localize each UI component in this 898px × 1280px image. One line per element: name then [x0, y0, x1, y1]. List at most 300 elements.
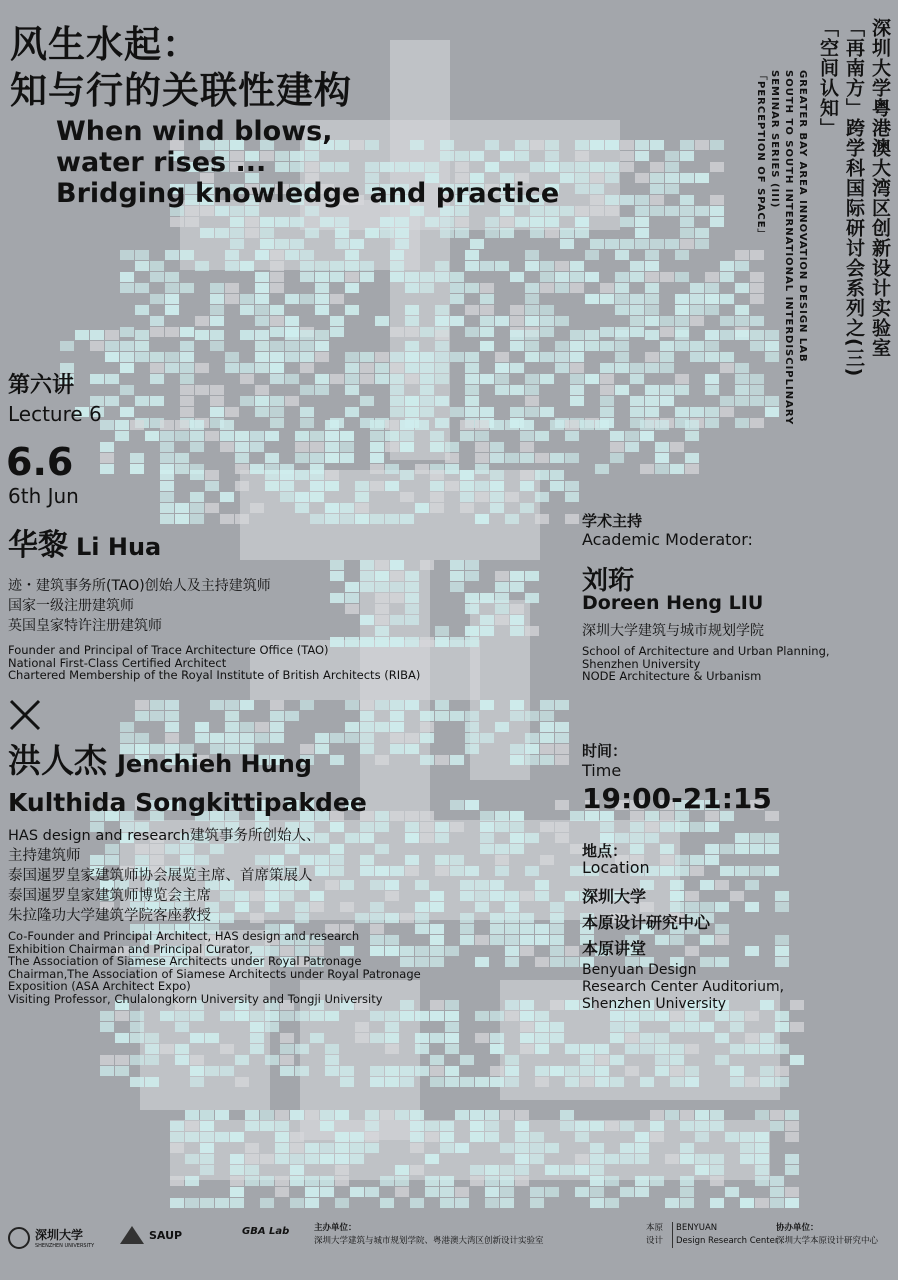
pixel-cell [510, 744, 524, 754]
speaker2-role-en: Visiting Professor, Chulalongkorn University and Tongji University [8, 991, 383, 1006]
pixel-cell [485, 1187, 499, 1197]
pixel-cell [690, 283, 704, 293]
pixel-cell [485, 228, 499, 238]
pixel-cell [330, 374, 344, 384]
pixel-cell [365, 1132, 379, 1142]
pixel-cell [325, 880, 339, 890]
pixel-cell [660, 316, 674, 326]
pixel-cell [170, 1121, 184, 1131]
pixel-cell [385, 880, 399, 890]
pixel-cell [525, 866, 539, 876]
pixel-cell [425, 1154, 439, 1164]
pixel-cell [345, 582, 359, 592]
pixel-cell [505, 891, 519, 901]
pixel-cell [405, 733, 419, 743]
pixel-cell [465, 560, 479, 570]
pixel-cell [360, 396, 374, 406]
pixel-cell [345, 374, 359, 384]
pixel-cell [135, 261, 149, 271]
pixel-cell [605, 1154, 619, 1164]
pixel-cell [280, 1033, 294, 1043]
pixel-cell [345, 283, 359, 293]
pixel-cell [320, 1154, 334, 1164]
pixel-cell [610, 1055, 624, 1065]
pixel-cell [480, 327, 494, 337]
pixel-cell [250, 1033, 264, 1043]
pixel-cell [615, 385, 629, 395]
pixel-cell [755, 1165, 769, 1175]
pixel-cell [790, 1022, 804, 1032]
pixel-cell [435, 352, 449, 362]
pixel-cell [545, 1165, 559, 1175]
pixel-cell [75, 330, 89, 340]
pixel-cell [460, 891, 474, 901]
pixel-cell [215, 1110, 229, 1120]
pixel-cell [650, 140, 664, 150]
pixel-cell [475, 453, 489, 463]
pixel-cell [785, 1165, 799, 1175]
pixel-cell [540, 755, 554, 765]
pixel-cell [105, 341, 119, 351]
pixel-cell [750, 283, 764, 293]
pixel-cell [460, 913, 474, 923]
pixel-cell [735, 833, 749, 843]
pixel-cell [535, 1077, 549, 1087]
pixel-cell [590, 184, 604, 194]
pixel-cell [395, 1165, 409, 1175]
pixel-cell [420, 407, 434, 417]
pixel-cell [540, 722, 554, 732]
pixel-cell [575, 151, 589, 161]
pixel-cell [150, 316, 164, 326]
pixel-cell [715, 1033, 729, 1043]
pixel-cell [515, 217, 529, 227]
pixel-cell [270, 261, 284, 271]
pixel-cell [280, 1066, 294, 1076]
pixel-cell [555, 341, 569, 351]
pixel-cell [270, 711, 284, 721]
pixel-cell [170, 1132, 184, 1142]
pixel-cell [470, 1132, 484, 1142]
pixel-cell [255, 722, 269, 732]
pixel-cell [720, 866, 734, 876]
title-en-line1: When wind blows, [56, 116, 333, 147]
pixel-cell [370, 1077, 384, 1087]
pixel-cell [645, 330, 659, 340]
pixel-cell [475, 902, 489, 912]
pixel-cell [420, 755, 434, 765]
pixel-cell [715, 880, 729, 890]
pixel-cell [675, 305, 689, 315]
pixel-cell [245, 1165, 259, 1175]
pixel-cell [590, 206, 604, 216]
pixel-cell [540, 261, 554, 271]
pixel-cell [360, 571, 374, 581]
pixel-cell [595, 1077, 609, 1087]
speaker2-role-en: Exhibition Chairman and Principal Curator, [8, 941, 253, 956]
location-label-cn: 地点： [582, 842, 628, 860]
pixel-cell [750, 396, 764, 406]
pixel-cell [665, 239, 679, 249]
pixel-cell [445, 1077, 459, 1087]
pixel-cell [390, 722, 404, 732]
pixel-cell [135, 711, 149, 721]
pixel-cell [130, 420, 144, 430]
pixel-cell [415, 1011, 429, 1021]
pixel-cell [570, 352, 584, 362]
pixel-cell [350, 239, 364, 249]
pixel-cell [630, 363, 644, 373]
pixel-cell [660, 272, 674, 282]
pixel-cell [765, 833, 779, 843]
pixel-cell [525, 407, 539, 417]
pixel-cell [295, 492, 309, 502]
pixel-cell [105, 396, 119, 406]
pixel-cell [630, 294, 644, 304]
pixel-cell [295, 503, 309, 513]
pixel-cell [655, 442, 669, 452]
pixel-cell [740, 1198, 754, 1208]
pixel-cell [455, 1110, 469, 1120]
pixel-cell [170, 1198, 184, 1208]
pixel-cell [255, 272, 269, 282]
pixel-cell [705, 407, 719, 417]
pixel-cell [345, 272, 359, 282]
pixel-cell [595, 1044, 609, 1054]
pixel-cell [400, 492, 414, 502]
pixel-cell [615, 363, 629, 373]
pixel-cell [400, 431, 414, 441]
pixel-cell [565, 1044, 579, 1054]
pixel-cell [290, 1198, 304, 1208]
pixel-cell [485, 1110, 499, 1120]
moderator-name-cn: 刘珩 [582, 566, 635, 596]
pixel-cell [520, 503, 534, 513]
pixel-cell [550, 924, 564, 934]
pixel-cell [650, 1121, 664, 1131]
pixel-cell [210, 305, 224, 315]
pixel-cell [450, 855, 464, 865]
divider [672, 1222, 673, 1248]
pixel-cell [270, 396, 284, 406]
pixel-cell [405, 582, 419, 592]
pixel-cell [325, 420, 339, 430]
pixel-cell [735, 283, 749, 293]
pixel-cell [550, 913, 564, 923]
pixel-cell [130, 464, 144, 474]
pixel-cell [210, 700, 224, 710]
pixel-cell [590, 1165, 604, 1175]
pixel-cell [460, 924, 474, 934]
pixel-cell [680, 239, 694, 249]
pixel-cell [335, 1165, 349, 1175]
pixel-cell [175, 514, 189, 524]
pixel-cell [560, 162, 574, 172]
pixel-cell [235, 514, 249, 524]
pixel-cell [370, 431, 384, 441]
lecture-date: 6.6 [6, 440, 74, 484]
pixel-cell [540, 352, 554, 362]
pixel-cell [680, 1187, 694, 1197]
pixel-cell [230, 239, 244, 249]
pixel-cell [435, 711, 449, 721]
pixel-cell [370, 902, 384, 912]
pixel-cell [270, 700, 284, 710]
pixel-cell [200, 1154, 214, 1164]
pixel-cell [605, 1121, 619, 1131]
pixel-cell [260, 228, 274, 238]
pixel-cell [440, 1121, 454, 1131]
pixel-cell [300, 700, 314, 710]
pixel-cell [240, 374, 254, 384]
pixel-cell [570, 363, 584, 373]
pixel-cell [330, 844, 344, 854]
speaker1-roles-cn [8, 576, 271, 636]
pixel-cell [450, 560, 464, 570]
pixel-cell [430, 1011, 444, 1021]
pixel-cell [585, 330, 599, 340]
pixel-cell [420, 374, 434, 384]
pixel-cell [635, 151, 649, 161]
pixel-cell [500, 1187, 514, 1197]
pixel-cell [605, 1198, 619, 1208]
pixel-cell [665, 1154, 679, 1164]
pixel-cell [655, 1055, 669, 1065]
pixel-cell [250, 464, 264, 474]
pixel-cell [195, 722, 209, 732]
pixel-cell [160, 1044, 174, 1054]
pixel-cell [355, 913, 369, 923]
pixel-cell [150, 374, 164, 384]
pixel-cell [530, 217, 544, 227]
pixel-cell [390, 560, 404, 570]
pixel-cell [345, 604, 359, 614]
pixel-cell [435, 272, 449, 282]
pixel-cell [430, 902, 444, 912]
pixel-cell [655, 1033, 669, 1043]
pixel-cell [620, 140, 634, 150]
pixel-cell [745, 946, 759, 956]
pixel-cell [60, 341, 74, 351]
pixel-cell [570, 283, 584, 293]
pixel-cell [360, 261, 374, 271]
pixel-cell [135, 330, 149, 340]
pixel-cell [590, 1143, 604, 1153]
pixel-cell [640, 464, 654, 474]
pixel-cell [485, 1132, 499, 1142]
pixel-cell [675, 822, 689, 832]
pixel-cell [450, 866, 464, 876]
pixel-cell [255, 250, 269, 260]
pixel-cell [285, 250, 299, 260]
pixel-cell [675, 294, 689, 304]
pixel-cell [525, 250, 539, 260]
pixel-cell [300, 294, 314, 304]
pixel-cell [185, 1176, 199, 1186]
pixel-cell [130, 1033, 144, 1043]
pixel-cell [145, 431, 159, 441]
pixel-cell [570, 396, 584, 406]
pixel-cell [360, 700, 374, 710]
pixel-cell [690, 294, 704, 304]
pixel-cell [290, 1176, 304, 1186]
pixel-cell [475, 1077, 489, 1087]
pixel-cell [675, 866, 689, 876]
pixel-cell [695, 1165, 709, 1175]
pixel-cell [200, 1165, 214, 1175]
pixel-cell [525, 755, 539, 765]
pixel-cell [225, 352, 239, 362]
pixel-cell [565, 514, 579, 524]
pixel-cell [340, 1066, 354, 1076]
speaker2-roles-en [8, 930, 421, 1005]
pixel-cell [345, 385, 359, 395]
pixel-cell [315, 352, 329, 362]
pixel-cell [720, 363, 734, 373]
pixel-cell [265, 1022, 279, 1032]
pixel-cell [480, 283, 494, 293]
pixel-cell [550, 902, 564, 912]
speaker2-role-en: The Association of Siamese Architects under Royal Patronage [8, 954, 362, 968]
pixel-cell [730, 891, 744, 901]
pixel-cell [455, 217, 469, 227]
pixel-cell [375, 352, 389, 362]
pixel-cell [160, 431, 174, 441]
title-en [56, 116, 559, 209]
pixel-cell [220, 514, 234, 524]
pixel-cell [445, 946, 459, 956]
pixel-cell [575, 162, 589, 172]
pixel-cell [165, 352, 179, 362]
pixel-cell [710, 1110, 724, 1120]
co-organizer-info [776, 1222, 878, 1248]
pixel-cell [275, 239, 289, 249]
pixel-cell [685, 1066, 699, 1076]
gba-lab-logo-text: GBA Lab [242, 1226, 290, 1237]
pixel-cell [405, 341, 419, 351]
pixel-cell [230, 1187, 244, 1197]
pixel-cell [360, 711, 374, 721]
pixel-cell [475, 891, 489, 901]
speaker1-role-en: Founder and Principal of Trace Architecture Office (TAO) [8, 643, 329, 657]
pixel-cell [130, 1077, 144, 1087]
pixel-cell [755, 1176, 769, 1186]
pixel-cell [425, 1132, 439, 1142]
pixel-cell [425, 1187, 439, 1197]
title-cn-line1: 风生水起： [10, 23, 200, 66]
pixel-cell [495, 866, 509, 876]
pixel-cell [280, 470, 294, 480]
pixel-cell [210, 330, 224, 340]
pixel-cell [490, 492, 504, 502]
pixel-cell [130, 1055, 144, 1065]
pixel-cell [390, 582, 404, 592]
pixel-cell [420, 560, 434, 570]
pixel-cell [330, 560, 344, 570]
pixel-cell [250, 431, 264, 441]
pixel-cell [335, 1154, 349, 1164]
pixel-cell [590, 1121, 604, 1131]
pixel-cell [520, 470, 534, 480]
pixel-cell [430, 1000, 444, 1010]
footer [0, 1212, 898, 1272]
pixel-cell [220, 1011, 234, 1021]
pixel-cell [160, 420, 174, 430]
pixel-cell [475, 420, 489, 430]
pixel-cell [505, 913, 519, 923]
pixel-cell [510, 582, 524, 592]
pixel-cell [345, 352, 359, 362]
pixel-cell [550, 1000, 564, 1010]
pixel-cell [385, 464, 399, 474]
pixel-cell [705, 352, 719, 362]
pixel-cell [205, 503, 219, 513]
pixel-cell [450, 316, 464, 326]
pixel-cell [405, 700, 419, 710]
pixel-cell [175, 1044, 189, 1054]
pixel-cell [365, 1121, 379, 1131]
pixel-cell [465, 800, 479, 810]
pixel-cell [290, 1132, 304, 1142]
pixel-cell [465, 396, 479, 406]
pixel-cell [145, 1055, 159, 1065]
pixel-cell [120, 722, 134, 732]
pixel-cell [450, 582, 464, 592]
pixel-cell [435, 261, 449, 271]
pixel-cell [740, 1132, 754, 1142]
pixel-cell [210, 396, 224, 406]
pixel-cell [590, 239, 604, 249]
pixel-cell [415, 913, 429, 923]
pixel-cell [330, 261, 344, 271]
pixel-cell [315, 272, 329, 282]
pixel-cell [520, 1044, 534, 1054]
pixel-cell [385, 481, 399, 491]
benyuan-logo-en [676, 1222, 778, 1248]
pixel-cell [405, 571, 419, 581]
pixel-cell [300, 330, 314, 340]
pixel-cell [270, 352, 284, 362]
pixel-cell [440, 1176, 454, 1186]
pixel-cell [315, 283, 329, 293]
pixel-cell [330, 855, 344, 865]
pixel-cell [205, 481, 219, 491]
pixel-cell [505, 1011, 519, 1021]
pixel-cell [635, 206, 649, 216]
pixel-cell [230, 1165, 244, 1175]
pixel-cell [745, 1033, 759, 1043]
pixel-cell [180, 374, 194, 384]
pixel-cell [550, 946, 564, 956]
pixel-cell [490, 1011, 504, 1021]
pixel-cell [325, 442, 339, 452]
pixel-cell [100, 453, 114, 463]
pixel-cell [550, 1066, 564, 1076]
pixel-cell [390, 866, 404, 876]
pixel-cell [750, 316, 764, 326]
pixel-cell [310, 442, 324, 452]
pixel-cell [790, 1055, 804, 1065]
pixel-cell [565, 891, 579, 901]
pixel-cell [435, 855, 449, 865]
pixel-cell [165, 283, 179, 293]
pixel-cell [385, 514, 399, 524]
pixel-cell [620, 1143, 634, 1153]
pixel-cell [655, 420, 669, 430]
pixel-cell [485, 1198, 499, 1208]
pixel-cell [425, 217, 439, 227]
pixel-cell [490, 935, 504, 945]
